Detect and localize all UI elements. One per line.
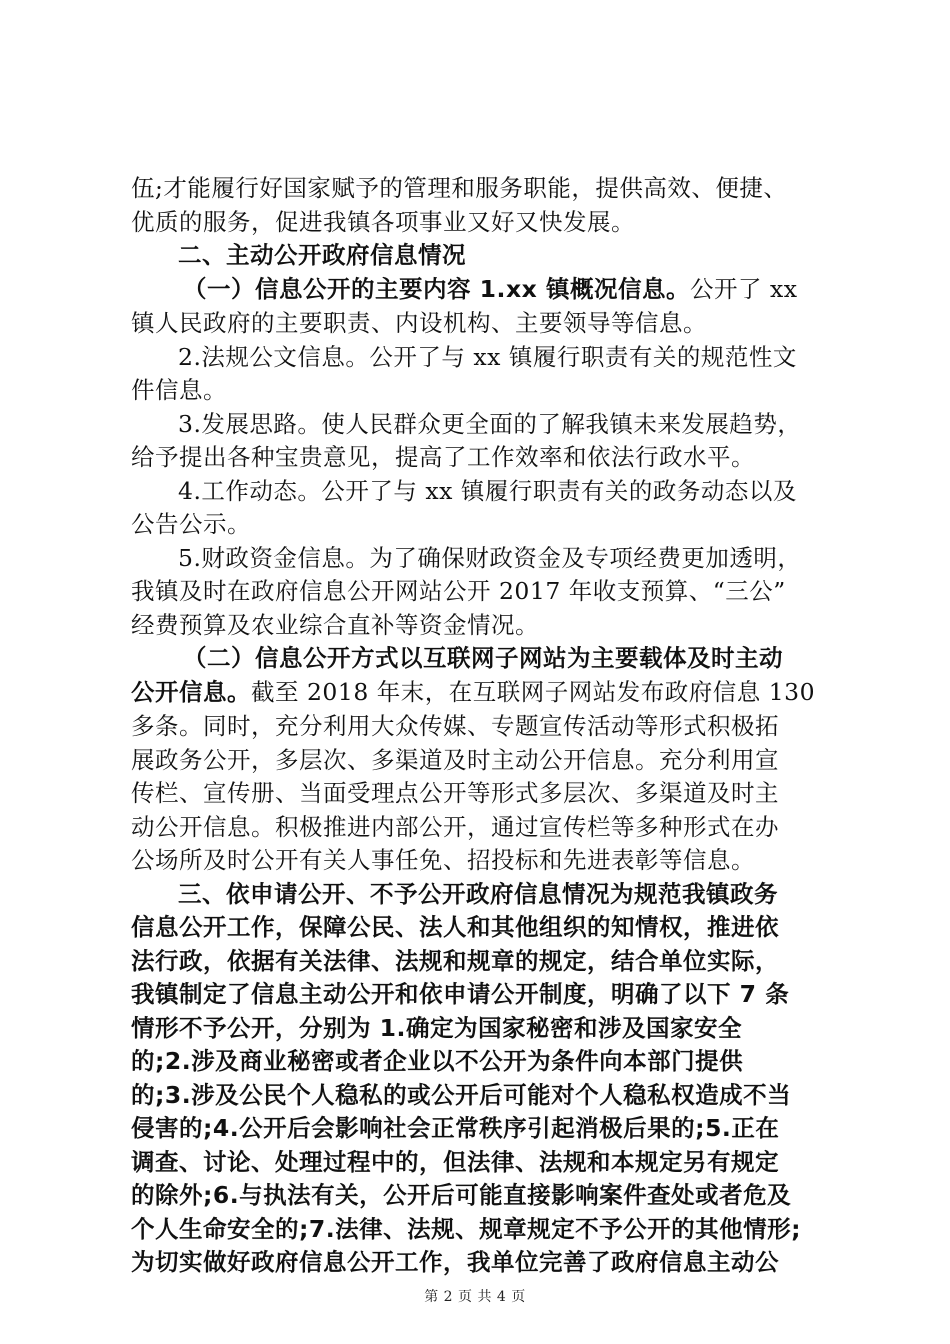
paragraph-line: 经费预算及农业综合直补等资金情况。 (131, 610, 539, 639)
paragraph-line: 伍;才能履行好国家赋予的管理和服务职能，提供高效、便捷、 (131, 174, 788, 202)
paragraph-line: 的;3.涉及公民个人稳私的或公开后可能对个人稳私权造成不当 (131, 1080, 792, 1109)
paragraph-line: 5.财政资金信息。为了确保财政资金及专项经费更加透明， (178, 543, 802, 572)
page-number-label: 第 2 页 共 4 页 (424, 1289, 526, 1305)
paragraph-line: 多条。同时，充分利用大众传媒、专题宣传活动等形式积极拓 (131, 712, 779, 740)
subsection-heading: （二）信息公开方式以互联网子网站为主要载体及时主动 (183, 644, 783, 672)
subsection-heading: 公开信息。 (131, 677, 251, 706)
paragraph-line: 公场所及时公开有关人事任免、招投标和先进表彰等信息。 (131, 846, 755, 874)
paragraph-line: 给予提出各种宝贵意见，提高了工作效率和依法行政水平。 (131, 443, 755, 471)
paragraph-line: 的除外;6.与执法有关，公开后可能直接影响案件查处或者危及 (131, 1181, 792, 1209)
paragraph-line: 个人生命安全的;7.法律、法规、规章规定不予公开的其他情形; (131, 1214, 802, 1243)
paragraph-line: 调查、讨论、处理过程中的，但法律、法规和本规定另有规定 (131, 1147, 779, 1176)
page-footer (0, 1286, 950, 1306)
paragraph-line: 3.发展思路。使人民群众更全面的了解我镇未来发展趋势， (178, 409, 802, 438)
paragraph-line: 侵害的;4.公开后会影响社会正常秩序引起消极后果的;5.正在 (131, 1114, 780, 1142)
paragraph-line: 公告公示。 (131, 510, 251, 538)
paragraph-line: 件信息。 (131, 376, 227, 404)
paragraph-text: 截至 2018 年末，在互联网子网站发布政府信息 130 (251, 677, 816, 706)
paragraph-line: 镇人民政府的主要职责、内设机构、主要领导等信息。 (131, 309, 707, 337)
subsection-line (131, 273, 836, 308)
paragraph-line: 展政务公开，多层次、多渠道及时主动公开信息。充分利用宣 (131, 745, 779, 774)
paragraph-line: 优质的服务，促进我镇各项事业又好又快发展。 (131, 207, 635, 236)
paragraph-text: 公开了 xx (689, 274, 798, 303)
paragraph-line: 传栏、宣传册、当面受理点公开等形式多层次、多渠道及时主 (131, 779, 779, 807)
paragraph-line: 4.工作动态。公开了与 xx 镇履行职责有关的政务动态以及 (178, 476, 797, 505)
paragraph-line: 2.法规公文信息。公开了与 xx 镇履行职责有关的规范性文 (178, 342, 797, 371)
section-heading: 三、依申请公开、不予公开政府信息情况为规范我镇政务 (178, 879, 778, 908)
paragraph-line: 的;2.涉及商业秘密或者企业以不公开为条件向本部门提供 (131, 1047, 744, 1075)
paragraph-line: 我镇及时在政府信息公开网站公开 2017 年收支预算、“三公” (131, 577, 786, 605)
paragraph-line: 为切实做好政府信息公开工作，我单位完善了政府信息主动公 (131, 1248, 779, 1276)
paragraph-line: 情形不予公开，分别为 1.确定为国家秘密和涉及国家安全 (131, 1013, 742, 1042)
document-body (131, 172, 836, 1280)
paragraph-line: 动公开信息。积极推进内部公开，通过宣传栏等多种形式在办 (131, 812, 779, 841)
paragraph-line (131, 676, 836, 711)
paragraph-line: 法行政，依据有关法律、法规和规章的规定，结合单位实际， (131, 946, 779, 975)
subsection-heading: （一）信息公开的主要内容 1.xx 镇概况信息。 (183, 274, 690, 303)
paragraph-line: 我镇制定了信息主动公开和依申请公开制度，明确了以下 7 条 (131, 980, 790, 1008)
paragraph-line: 信息公开工作，保障公民、法人和其他组织的知情权，推进依 (131, 913, 779, 941)
section-heading: 二、主动公开政府信息情况 (178, 241, 466, 269)
